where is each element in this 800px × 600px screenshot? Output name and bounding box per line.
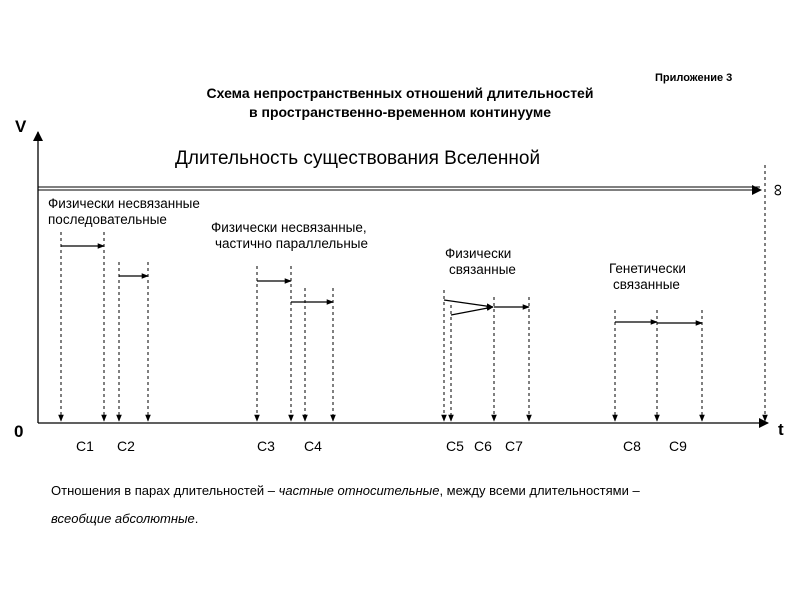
y-axis-label: V: [15, 117, 27, 136]
footnote-line1: [51, 483, 640, 498]
group-label-line: последовательные: [48, 212, 167, 227]
c-label: C8: [623, 438, 641, 454]
group-label-line: связанные: [449, 262, 516, 277]
footnote-text: Отношения в парах длительностей –: [51, 483, 279, 498]
footnote-text: , между всеми длительностями –: [439, 483, 640, 498]
footnote-emphasis: всеобщие абсолютные: [51, 511, 195, 526]
diagram-title-line2: в пространственно-временном континууме: [249, 104, 551, 120]
c-label: C2: [117, 438, 135, 454]
footnote-line2: [51, 511, 198, 526]
c-label: C4: [304, 438, 322, 454]
universe-duration-label: Длительность существования Вселенной: [175, 148, 541, 169]
origin-label: 0: [14, 422, 24, 441]
c-label: C7: [505, 438, 523, 454]
group-label-line: Физически несвязанные: [48, 196, 200, 211]
group-label-line: частично параллельные: [215, 236, 368, 251]
c-label: C9: [669, 438, 687, 454]
c-label: C6: [474, 438, 492, 454]
appendix-label: Приложение 3: [655, 72, 733, 84]
footnote-text: .: [194, 511, 199, 526]
diagram-title-line1: Схема непространственных отношений длительностей: [206, 85, 594, 101]
c-label: C1: [76, 438, 94, 454]
group-label-line: связанные: [613, 277, 680, 292]
duration-arrow: [451, 307, 493, 315]
c-label: C3: [257, 438, 275, 454]
footnote-emphasis: частные относительные: [278, 483, 440, 498]
group-label-line: Физически: [445, 246, 512, 261]
infinity-symbol: ∞: [769, 183, 789, 197]
x-axis-label: t: [778, 420, 784, 439]
c-label: C5: [446, 438, 464, 454]
group-label-line: Физически несвязанные,: [211, 220, 367, 235]
group-label-line: Генетически: [609, 261, 686, 276]
